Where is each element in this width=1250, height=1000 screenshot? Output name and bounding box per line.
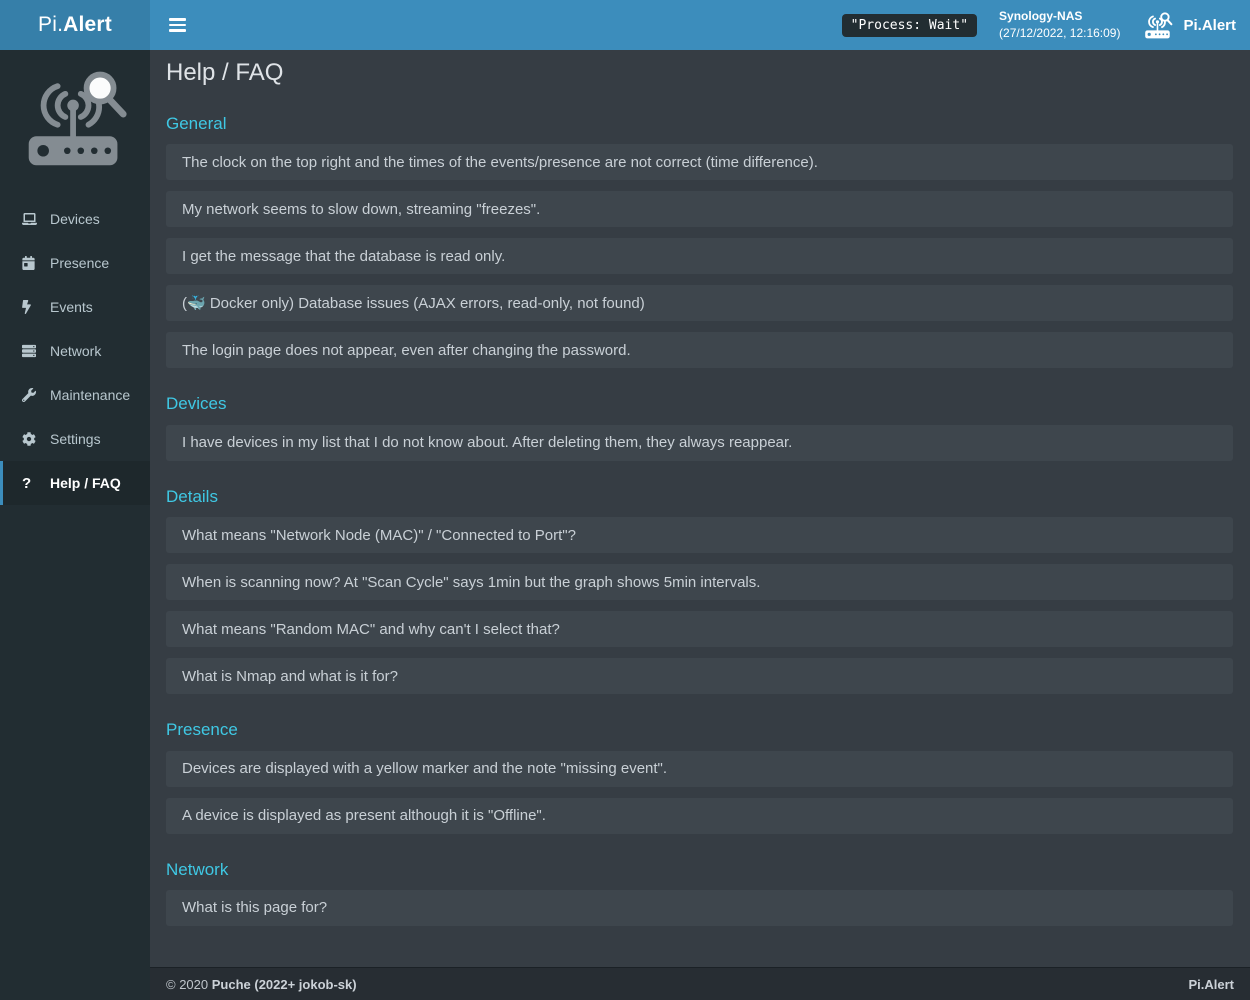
page-title: Help / FAQ [166,59,284,86]
server-name: Synology-NAS [999,8,1083,23]
calendar-icon [22,256,41,270]
sidebar-toggle-button[interactable] [164,0,198,50]
bolt-icon [22,300,41,314]
footer-copyright: © 2020 Puche (2022+ jokob-sk) [166,976,357,992]
sidebar-item-label: Devices [50,211,100,227]
sidebar-item-label: Help / FAQ [50,475,121,491]
sidebar-item-settings[interactable] [0,417,150,461]
faq-item[interactable]: My network seems to slow down, streaming "freezes". [166,191,1233,227]
section-title-details: Details [166,486,218,506]
gear-icon [22,432,41,446]
section-title-devices: Devices [166,394,227,414]
app-logo[interactable] [0,0,150,50]
navbar-right [842,8,1250,43]
faq-item[interactable]: (🐳 Docker only) Database issues (AJAX errors, read-only, not found) [166,285,1233,321]
pialert-icon [1142,10,1174,40]
footer-brand: Pi.Alert [1188,976,1234,992]
faq-item[interactable]: I get the message that the database is read only. [166,238,1233,274]
sidebar-item-label: Network [50,343,102,359]
sidebar-item-events[interactable] [0,285,150,329]
sidebar-item-label: Presence [50,255,110,271]
server-info [999,8,1120,43]
faq-item[interactable]: What means "Network Node (MAC)" / "Connected to Port"? [166,517,1233,553]
section-title-network: Network [166,859,229,879]
sidebar [0,50,150,1000]
faq-item[interactable]: I have devices in my list that I do not know about. After deleting them, they always reappear. [166,425,1233,461]
pialert-logo-icon [17,63,133,171]
navbar [150,0,1250,50]
faq-item[interactable]: What is Nmap and what is it for? [166,658,1233,694]
server-datetime: (27/12/2022, 12:16:09) [999,26,1121,40]
sidebar-item-label: Settings [50,431,101,447]
faq-item[interactable]: Devices are displayed with a yellow marker and the note "missing event". [166,751,1233,787]
content-area [150,50,1250,967]
top-navbar [0,0,1250,50]
laptop-icon [22,213,41,225]
faq-item[interactable]: What is this page for? [166,890,1233,926]
sidebar-item-help-faq[interactable] [0,461,150,505]
faq-item[interactable]: The login page does not appear, even after changing the password. [166,332,1233,368]
faq-item[interactable]: When is scanning now? At "Scan Cycle" says 1min but the graph shows 5min intervals. [166,564,1233,600]
navbar-brand-label: Pi.Alert [1183,16,1236,34]
navbar-brand [1142,10,1236,40]
hamburger-icon [169,18,186,21]
faq-item[interactable]: The clock on the top right and the times of the events/presence are not correct (time difference). [166,144,1233,180]
process-status-badge[interactable]: "Process: Wait" [842,14,977,37]
faq-item[interactable]: A device is displayed as present although it is "Offline". [166,798,1233,834]
sidebar-item-devices[interactable] [0,197,150,241]
sidebar-item-maintenance[interactable] [0,373,150,417]
sidebar-item-presence[interactable] [0,241,150,285]
question-icon: ? [22,474,32,492]
sidebar-item-label: Maintenance [50,387,131,403]
sidebar-item-label: Events [50,299,93,315]
section-title-general: General [166,114,227,133]
sidebar-menu [0,197,150,505]
faq-item[interactable]: What means "Random MAC" and why can't I select that? [166,611,1233,647]
sidebar-logo [0,50,150,177]
app-logo-text: Pi.Alert [38,13,112,36]
footer [150,967,1250,1000]
sidebar-item-network[interactable] [0,329,150,373]
server-icon [22,344,41,358]
section-title-presence: Presence [166,720,238,740]
wrench-icon [22,388,41,402]
